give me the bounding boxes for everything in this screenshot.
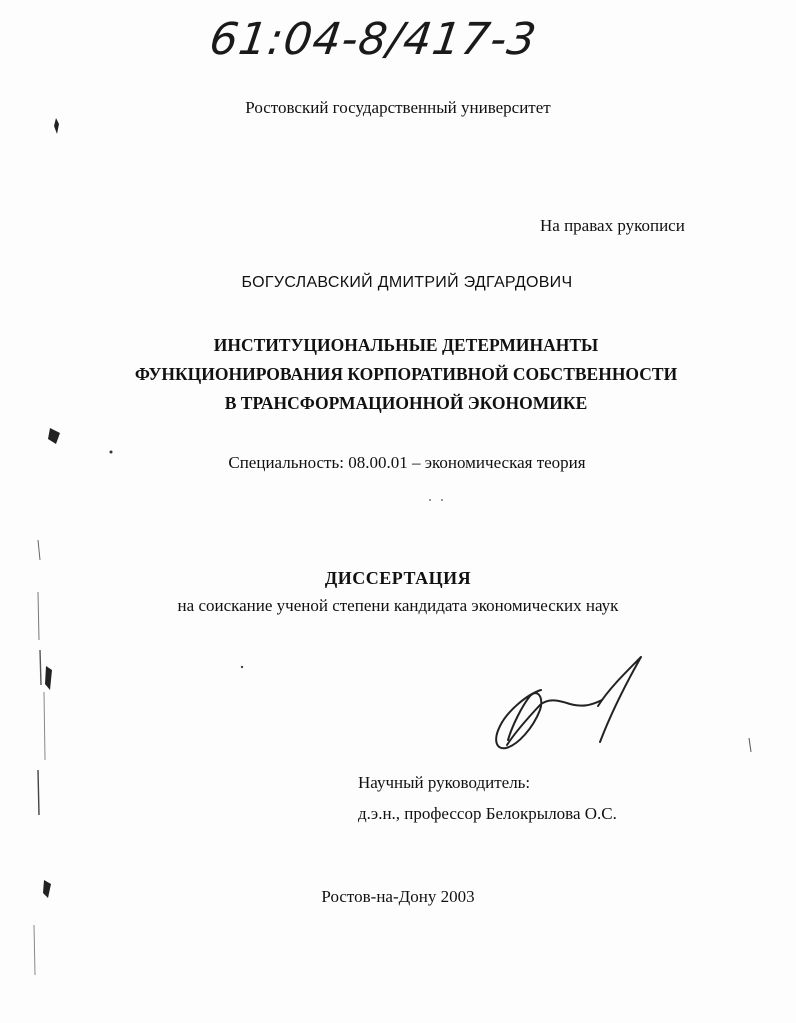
advisor-label: Научный руководитель:: [358, 773, 531, 792]
title-line-2: ФУНКЦИОНИРОВАНИЯ КОРПОРАТИВНОЙ СОБСТВЕННОСТИ: [134, 364, 678, 384]
signature: [478, 650, 653, 755]
specialty: Специальность: 08.00.01 – экономическая теория: [228, 453, 586, 472]
work-type-heading: ДИССЕРТАЦИЯ: [324, 568, 472, 588]
rights-note: На правах рукописи: [540, 216, 685, 235]
university-name: Ростовский государственный университет: [245, 98, 551, 117]
dissertation-title: [0, 331, 796, 418]
author-name: БОГУСЛАВСКИЙ ДМИТРИЙ ЭДГАРДОВИЧ: [241, 274, 573, 291]
advisor-name: д.э.н., профессор Белокрылова О.С.: [358, 804, 617, 823]
city-year: Ростов-на-Дону 2003: [321, 887, 475, 906]
title-line-3: В ТРАНСФОРМАЦИОННОЙ ЭКОНОМИКЕ: [224, 393, 588, 413]
archive-code-handwritten: 61:04-8/417-3: [206, 14, 541, 65]
title-line-1: ИНСТИТУЦИОНАЛЬНЫЕ ДЕТЕРМИНАНТЫ: [213, 335, 599, 355]
degree-description: на соискание ученой степени кандидата экономических наук: [177, 596, 619, 615]
